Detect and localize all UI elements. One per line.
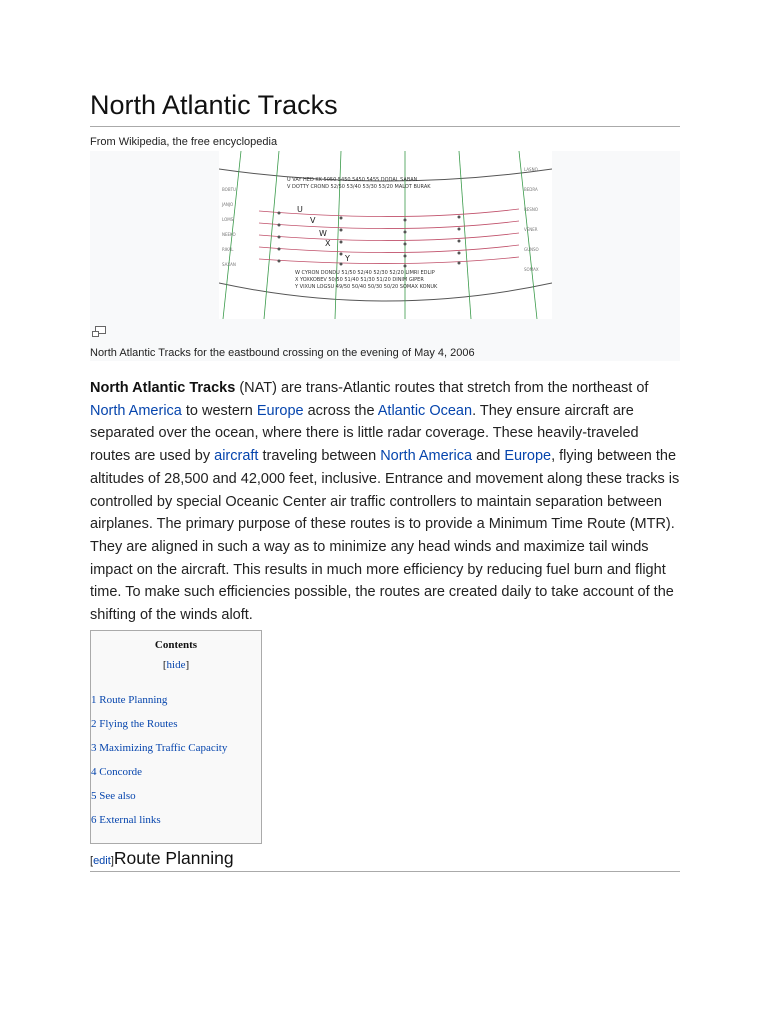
figure-caption: North Atlantic Tracks for the eastbound crossing on the evening of May 4, 2006 <box>90 347 475 359</box>
svg-text:GUNSO: GUNSO <box>524 247 539 252</box>
toc-hide-link[interactable]: hide <box>166 658 186 671</box>
intro-text: , flying between the altitudes of 28,500 and 42,000 feet, inclusive. Entrance and movement along these tracks is controlled by special Oceanic Center air traffic controllers to maintain separation between airplanes. The primary purpose of these routes is to provide a Minimum Time Route (MTR). They are aligned in such a way as to minimize any head winds and maximize tail winds impact on the aircraft. This results in much more efficiency by reducing fuel burn and flight time. To make such efficiencies possible, the routes are created daily to take account of the shifting of the winds aloft. <box>90 448 680 624</box>
toc-item <box>91 717 261 741</box>
track-label-y: Y <box>345 254 350 263</box>
toc-link-maximizing-traffic-capacity[interactable]: 3 Maximizing Traffic Capacity <box>91 741 228 754</box>
map-route-line-v: V DOTTY CROND 52/50 53/40 53/30 53/20 MALOT BURAK <box>287 184 431 190</box>
article <box>90 88 680 872</box>
toc-link-external-links[interactable]: 6 External links <box>91 813 161 826</box>
article-subject: North Atlantic Tracks <box>90 380 236 396</box>
svg-text:LOMSI: LOMSI <box>222 217 235 222</box>
map-route-line-y: Y VIXUN LOGSU 49/50 50/40 50/30 50/20 SOMAX KONUK <box>295 284 438 290</box>
track-label-u: U <box>297 205 303 214</box>
edit-bracket: [ <box>90 854 94 867</box>
toc-item <box>91 813 261 837</box>
svg-text:BEDRA: BEDRA <box>524 187 538 192</box>
toc-bracket: [ <box>162 658 167 671</box>
magnify-clip-icon[interactable] <box>92 326 106 338</box>
edit-section-link[interactable]: edit <box>93 854 111 867</box>
link-atlantic-ocean[interactable]: Atlantic Ocean <box>377 402 473 419</box>
intro-text: across the <box>303 402 378 419</box>
toc-bracket: ] <box>185 658 190 671</box>
toc-link-concorde[interactable]: 4 Concorde <box>91 765 143 778</box>
track-label-x: X <box>325 239 331 248</box>
toc-item <box>91 741 261 765</box>
intro-text: . They ensure aircraft are separated over the ocean, where there is little radar coverage. These heavily-traveled routes are used by <box>90 402 639 465</box>
page-title: North Atlantic Tracks <box>90 88 680 127</box>
toc-item <box>91 765 261 789</box>
edit-section <box>90 855 114 867</box>
intro-text: to western <box>181 402 257 419</box>
intro-paragraph <box>90 377 680 627</box>
section-title: Route Planning <box>113 847 234 868</box>
svg-text:VENER: VENER <box>524 227 538 232</box>
toc-link-route-planning[interactable]: 1 Route Planning <box>91 693 168 706</box>
figure <box>90 151 680 361</box>
table-of-contents <box>90 630 262 844</box>
site-tagline: From Wikipedia, the free encyclopedia <box>90 136 278 148</box>
toc-link-see-also[interactable]: 5 See also <box>91 789 136 802</box>
svg-text:SAXAN: SAXAN <box>222 262 236 267</box>
map-route-line-w: W CYRON DONDU 51/50 52/40 52/30 52/20 LIMRI EDLIP <box>295 270 435 276</box>
svg-text:NEEKO: NEEKO <box>222 232 236 237</box>
toc-toggle <box>91 659 261 671</box>
svg-text:LASNO: LASNO <box>524 167 538 172</box>
svg-text:RIKAL: RIKAL <box>222 247 234 252</box>
svg-text:BOBTU: BOBTU <box>222 187 236 192</box>
link-north-america[interactable]: North America <box>90 402 182 419</box>
map-route-line-u: U VAY HED KK 5050 5450 5450 5455 DODAL SABAN <box>287 177 418 183</box>
edit-bracket: ] <box>110 854 114 867</box>
toc-link-flying-the-routes[interactable]: 2 Flying the Routes <box>91 717 178 730</box>
toc-item <box>91 789 261 813</box>
intro-text: traveling between <box>258 448 381 465</box>
link-europe[interactable]: Europe <box>504 448 552 465</box>
map-route-line-x: X YOXKOBEV 50/50 51/40 51/30 51/20 DINIM GIPER <box>295 277 424 283</box>
section-heading-route-planning <box>90 848 680 872</box>
link-aircraft[interactable]: aircraft <box>214 448 259 465</box>
track-label-v: V <box>310 216 316 225</box>
link-north-america[interactable]: North America <box>380 448 473 465</box>
svg-text:RESNO: RESNO <box>524 207 538 212</box>
link-europe[interactable]: Europe <box>256 402 304 419</box>
intro-text: (NAT) are trans-Atlantic routes that stretch from the northeast of <box>235 380 649 396</box>
toc-list <box>91 693 261 837</box>
svg-text:JANJO: JANJO <box>222 202 234 207</box>
svg-text:SOMAX: SOMAX <box>524 267 539 272</box>
track-label-w: W <box>319 229 327 238</box>
toc-title: Contents <box>154 638 198 651</box>
north-atlantic-tracks-map[interactable] <box>219 151 552 319</box>
toc-item <box>91 693 261 717</box>
intro-text: and <box>472 448 505 465</box>
